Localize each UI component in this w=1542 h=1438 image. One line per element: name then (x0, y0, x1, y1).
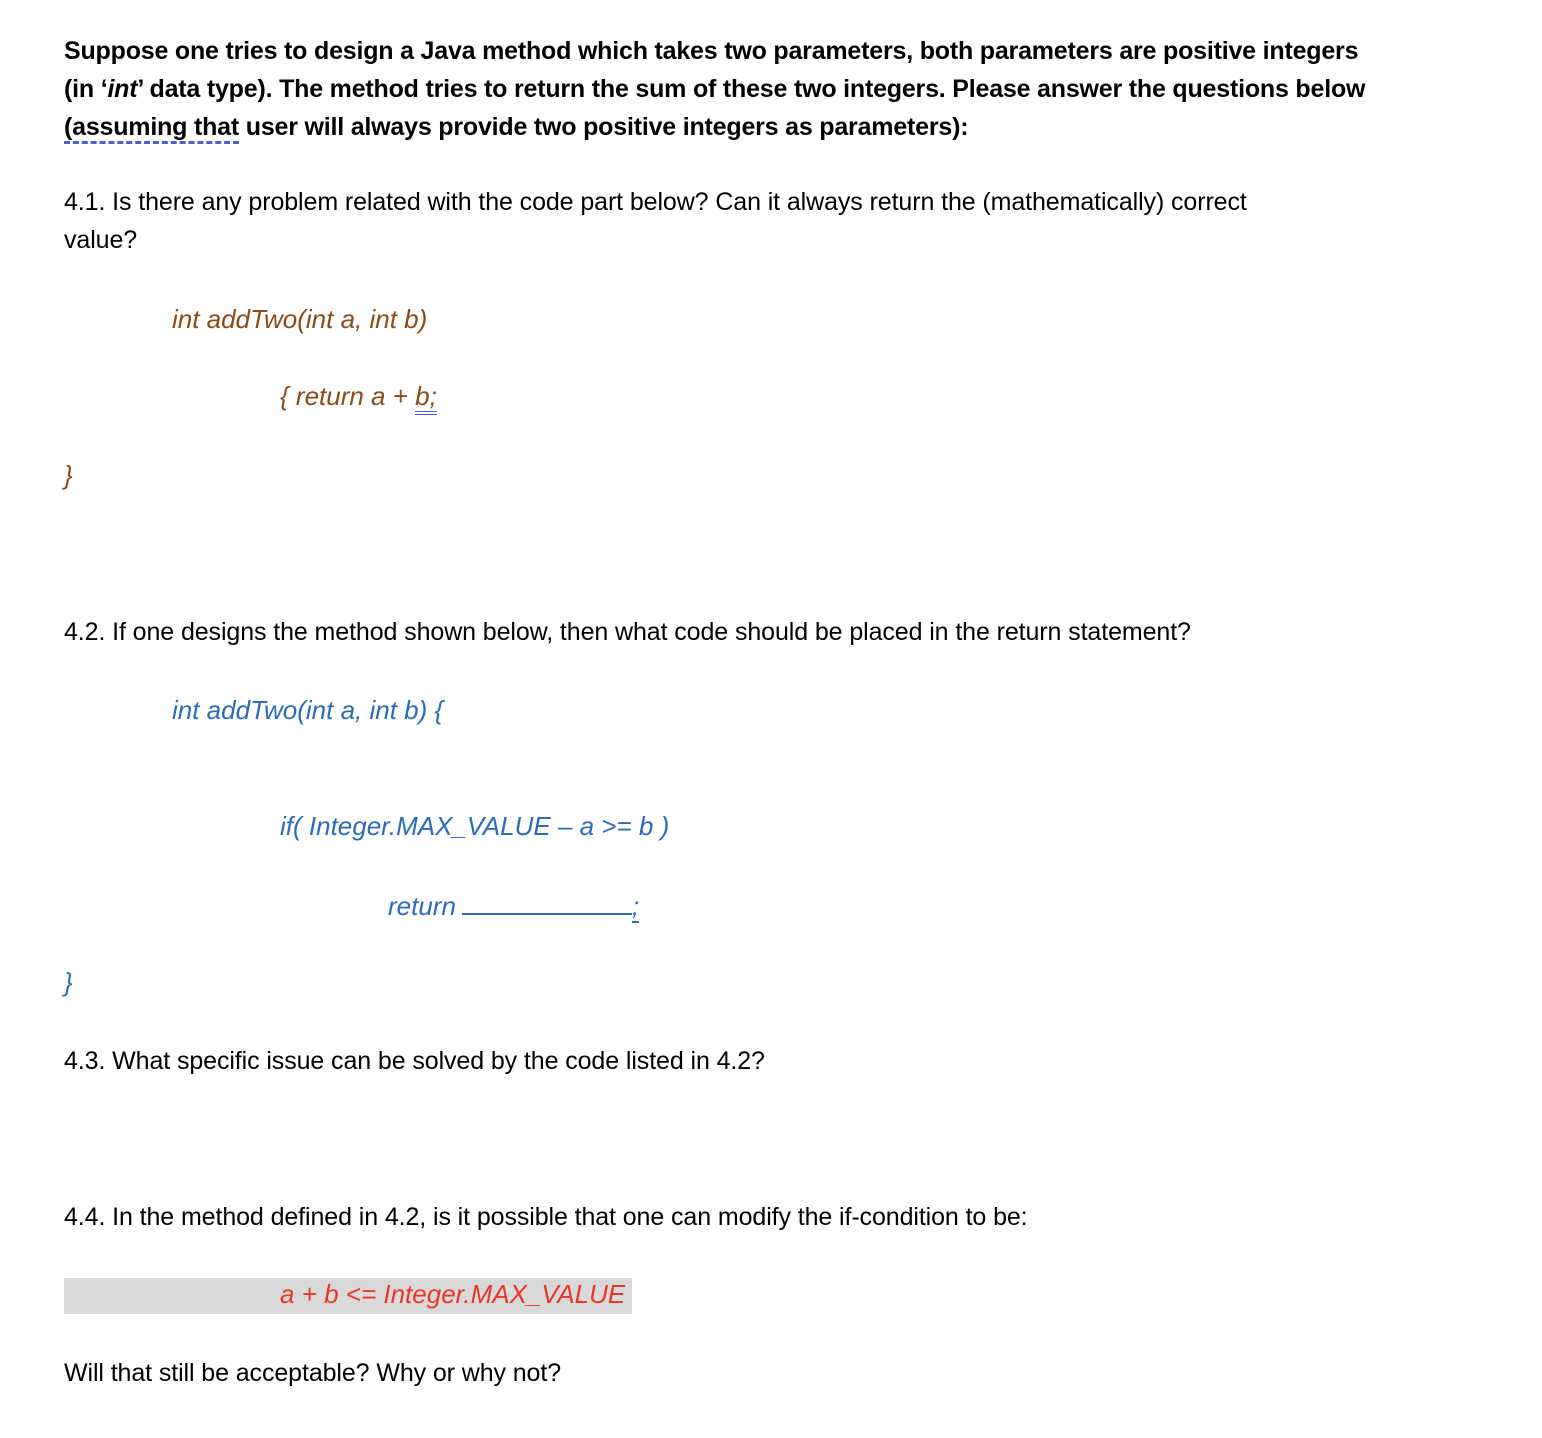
question-4-3: 4.3. What specific issue can be solved by the code listed in 4.2? (64, 1047, 765, 1075)
intro-line-3 (64, 108, 968, 146)
code-4-2-signature: int addTwo(int a, int b) { (172, 695, 444, 725)
intro-underlined-phrase: (assuming that (64, 113, 239, 144)
intro-line-3-rest: user will always provide two positive integers as parameters): (239, 113, 969, 141)
intro-int-emphasis: int (107, 75, 138, 103)
intro-line-1: Suppose one tries to design a Java method which takes two parameters, both parameters are positive integers (64, 37, 1359, 65)
question-4-4-followup: Will that still be acceptable? Why or why not? (64, 1359, 562, 1387)
code-4-2-return-keyword: return (388, 891, 456, 921)
code-4-1-body-pre: { return a + (280, 381, 416, 411)
answer-blank[interactable] (462, 889, 632, 915)
code-4-2-if-condition: if( Integer.MAX_VALUE – a >= b ) (280, 811, 670, 841)
code-4-2-return-line (388, 889, 639, 922)
code-4-2-close-brace: } (64, 967, 73, 997)
question-4-1-line-1: 4.1. Is there any problem related with the code part below? Can it always return the (mathematically) correct (64, 188, 1247, 216)
intro-line-2 (64, 70, 1365, 108)
intro-line-2-post: ’ data type). The method tries to return the sum of these two integers. Please answer the questions below (137, 75, 1366, 103)
code-4-1-signature: int addTwo(int a, int b) (172, 304, 428, 334)
code-4-1-body (280, 381, 437, 412)
code-4-1-close-brace: } (64, 460, 73, 490)
question-4-1-line-2: value? (64, 226, 138, 254)
intro-line-2-pre: (in ‘ (64, 75, 108, 103)
code-4-1-body-underlined: b; (415, 381, 437, 415)
question-4-2: 4.2. If one designs the method shown below, then what code should be placed in the return statement? (64, 618, 1191, 646)
code-4-2-semicolon: ; (631, 891, 640, 921)
code-4-4-condition: a + b <= Integer.MAX_VALUE (280, 1279, 626, 1309)
question-4-4: 4.4. In the method defined in 4.2, is it possible that one can modify the if-condition to be: (64, 1203, 1028, 1231)
